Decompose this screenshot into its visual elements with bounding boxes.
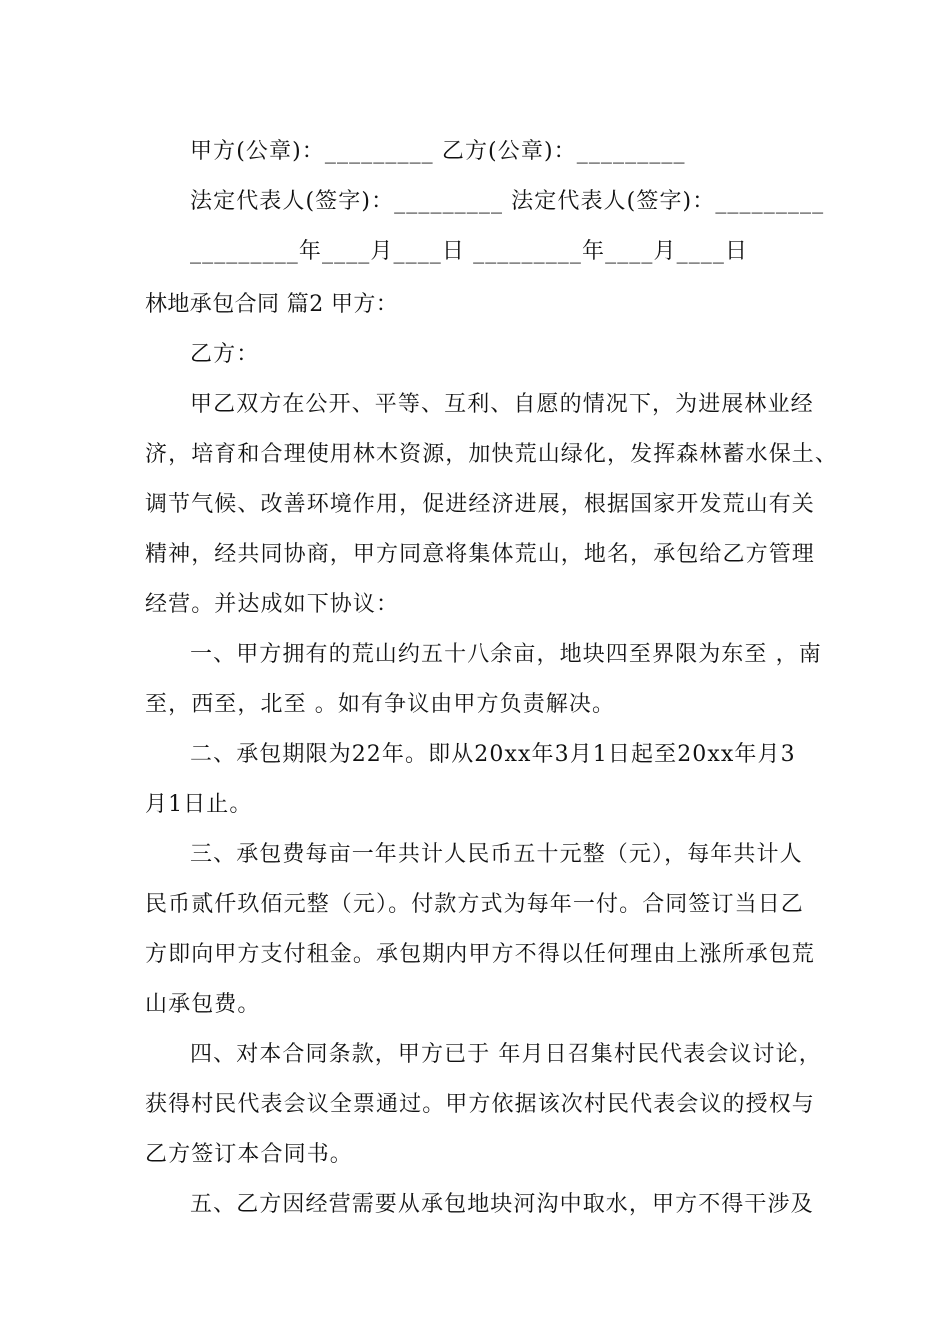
clause-line: 四、对本合同条款，甲方已于 年月日召集村民代表会议讨论， (190, 1042, 822, 1067)
paragraph-line: 甲乙双方在公开、平等、互利、自愿的情况下，为进展林业经 (190, 392, 814, 417)
paragraph-line: 调节气候、改善环境作用，促进经济进展，根据国家开发荒山有关 (145, 492, 815, 517)
signature-date-line: _________年____月____日 _________年____月____日 (190, 239, 749, 264)
clause-line: 月1日止。 (145, 792, 253, 817)
clause-line: 山承包费。 (145, 992, 261, 1017)
seal-signature-line: 甲方(公章)：_________ 乙方(公章)：_________ (190, 139, 686, 164)
paragraph-line: 济，培育和合理使用林木资源，加快荒山绿化，发挥森林蓄水保土、 (145, 442, 839, 467)
clause-line: 一、甲方拥有的荒山约五十八余亩，地块四至界限为东至 ，南 (190, 642, 822, 667)
clause-line: 至，西至，北至 。如有争议由甲方负责解决。 (145, 692, 616, 717)
representative-signature-line: 法定代表人(签字)：_________ 法定代表人(签字)：_________ (190, 189, 825, 214)
paragraph-line: 精神，经共同协商，甲方同意将集体荒山，地名，承包给乙方管理 (145, 542, 815, 567)
contract-heading: 林地承包合同 篇2 甲方： (145, 292, 399, 317)
clause-line: 乙方签订本合同书。 (145, 1142, 353, 1167)
clause-line: 获得村民代表会议全票通过。甲方依据该次村民代表会议的授权与 (145, 1092, 815, 1117)
clause-line: 方即向甲方支付租金。承包期内甲方不得以任何理由上涨所承包荒 (145, 942, 815, 967)
party-b-label: 乙方： (190, 342, 260, 367)
clause-line: 三、承包费每亩一年共计人民币五十元整（元），每年共计人 (190, 842, 803, 867)
clause-line: 二、承包期限为22年。即从20xx年3月1日起至20xx年月3 (190, 742, 796, 767)
clause-line: 民币贰仟玖佰元整（元）。付款方式为每年一付。合同签订当日乙 (145, 892, 804, 917)
clause-line: 五、乙方因经营需要从承包地块河沟中取水，甲方不得干涉及 (190, 1192, 814, 1217)
paragraph-line: 经营。并达成如下协议： (145, 592, 400, 617)
